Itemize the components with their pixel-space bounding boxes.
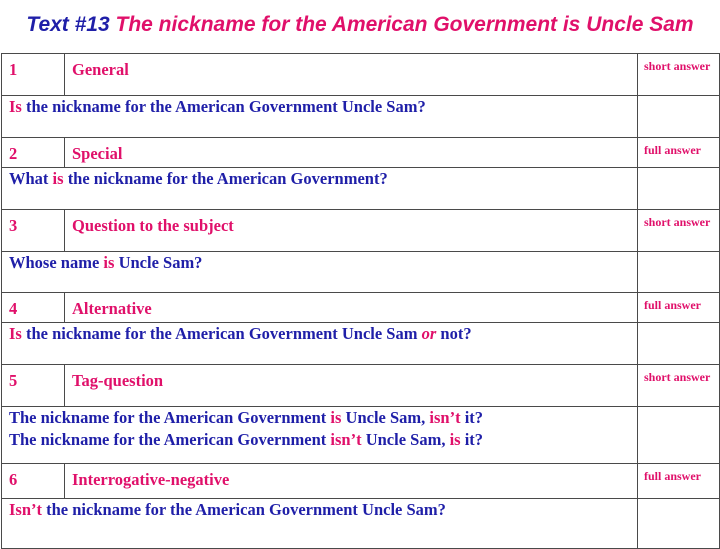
question-text [2,499,638,549]
row-number: 6 [2,464,65,499]
tag-question-line-1 [9,407,630,429]
question-segment: isn’t [429,408,461,427]
question-row [2,323,720,365]
question-segment: Isn’t [9,500,43,519]
type-row [2,210,720,252]
question-segment: the nickname for the American Government? [63,169,388,188]
question-text [2,168,638,210]
question-segment: not? [436,324,472,343]
question-segment: isn’t [330,430,362,449]
answer-type: short answer [638,210,720,252]
question-segment: is [103,253,115,272]
question-type: General [65,54,638,96]
slide-title [0,12,720,38]
row-number: 2 [2,138,65,168]
empty-cell [638,407,720,464]
question-type: Tag-question [65,365,638,407]
question-segment: is [52,169,64,188]
question-type: Interrogative-negative [65,464,638,499]
question-row [2,499,720,549]
question-segment: The nickname for the American Government [9,408,331,427]
type-row [2,464,720,499]
question-segment: Uncle Sam, [361,430,450,449]
type-row [2,54,720,96]
type-row [2,293,720,323]
type-row [2,138,720,168]
question-row [2,252,720,293]
title-prefix: Text #13 [26,13,110,36]
question-text [2,96,638,138]
question-table [1,53,720,549]
answer-type: short answer [638,54,720,96]
question-segment: or [421,324,437,343]
question-segment: the nickname for the American Government Uncle Sam? [42,500,446,519]
question-segment: Uncle Sam, [341,408,430,427]
empty-cell [638,499,720,549]
empty-cell [638,252,720,293]
question-segment: is [330,408,342,427]
question-segment: Whose name [9,253,104,272]
empty-cell [638,168,720,210]
question-text [2,252,638,293]
question-segment: the nickname for the American Government Uncle Sam? [21,97,426,116]
question-segment: What [9,169,53,188]
row-number: 3 [2,210,65,252]
answer-type: full answer [638,293,720,323]
question-segment: The nickname for the American Government [9,430,331,449]
question-segment: is [449,430,461,449]
question-segment: the nickname for the American Government Uncle Sam [21,324,422,343]
row-number: 1 [2,54,65,96]
question-segment: Is [9,324,22,343]
question-segment: it? [460,430,484,449]
answer-type: full answer [638,138,720,168]
question-text [2,323,638,365]
empty-cell [638,323,720,365]
tag-question-line-2 [9,429,630,451]
question-type: Alternative [65,293,638,323]
question-text [2,407,638,464]
row-number: 5 [2,365,65,407]
question-segment: Is [9,97,22,116]
title-text: The nickname for the American Government is Uncle Sam [115,13,694,36]
empty-cell [638,96,720,138]
type-row [2,365,720,407]
question-segment: Uncle Sam? [114,253,203,272]
question-segment: it? [460,408,484,427]
answer-type: full answer [638,464,720,499]
answer-type: short answer [638,365,720,407]
question-row [2,407,720,464]
row-number: 4 [2,293,65,323]
question-row [2,168,720,210]
question-type: Question to the subject [65,210,638,252]
question-type: Special [65,138,638,168]
question-row [2,96,720,138]
